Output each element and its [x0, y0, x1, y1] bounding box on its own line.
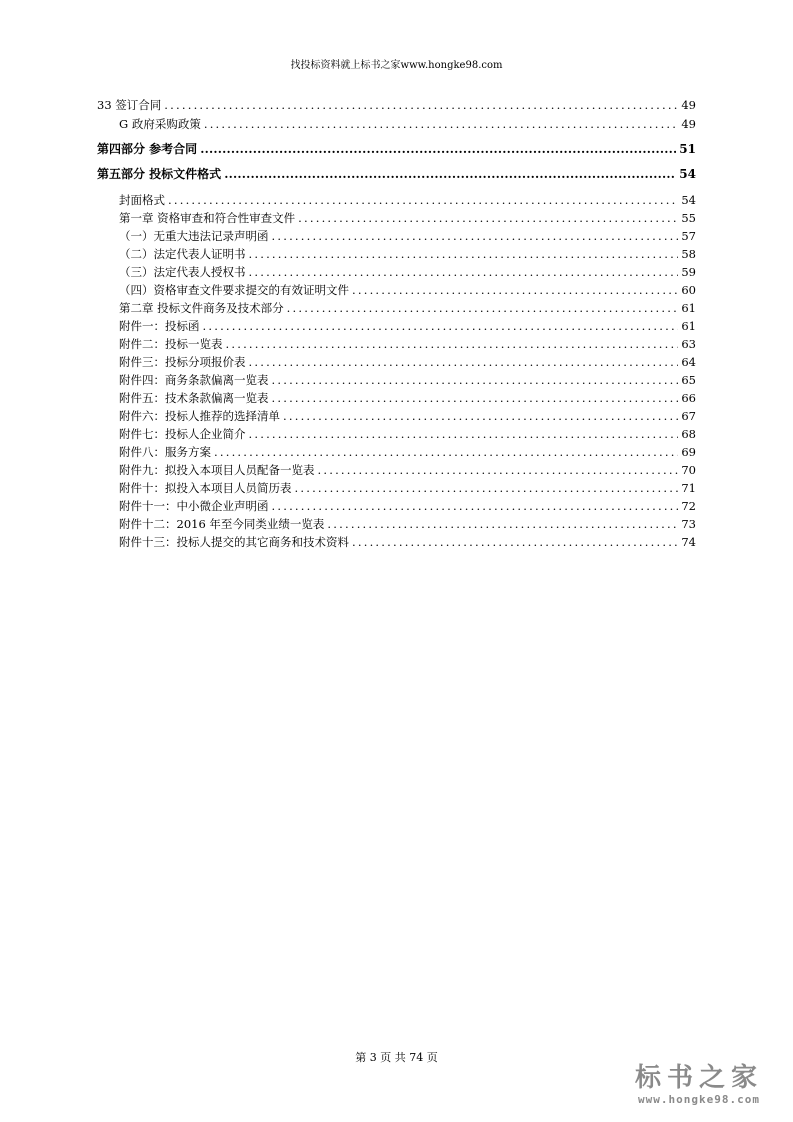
toc-entry[interactable] — [97, 98, 696, 112]
toc-entry[interactable] — [119, 117, 696, 131]
toc-entry[interactable] — [119, 427, 696, 441]
toc-entry[interactable] — [119, 301, 696, 315]
toc-entry-page: 65 — [681, 373, 696, 387]
logo-text: 标书之家 — [634, 1063, 763, 1093]
toc-entry-page: 61 — [681, 319, 696, 333]
toc-entry-title: 附件十：拟投入本项目人员简历表 — [119, 481, 292, 495]
toc-entry-page: 73 — [681, 517, 696, 531]
toc-entry-title: 第四部分 参考合同 — [97, 142, 198, 156]
toc-entry-page: 68 — [681, 427, 696, 441]
toc-entry-page: 74 — [681, 535, 696, 549]
toc-entry-page: 72 — [681, 499, 696, 513]
toc-entry-title: 附件十二：2016 年至今同类业绩一览表 — [119, 517, 325, 531]
toc-entry-page: 71 — [681, 481, 696, 495]
toc-leader-dots — [287, 301, 679, 315]
toc-entry-title: 附件三：投标分项报价表 — [119, 355, 246, 369]
toc-entry-title: 第二章 投标文件商务及技术部分 — [119, 301, 284, 315]
toc-entry[interactable] — [119, 481, 696, 495]
toc-leader-dots — [352, 283, 678, 297]
toc-leader-dots — [272, 229, 679, 243]
toc-leader-dots — [200, 142, 676, 156]
toc-entry-title: 封面格式 — [119, 193, 165, 207]
toc-entry-page: 60 — [681, 283, 696, 297]
toc-entry-title: 附件七：投标人企业简介 — [119, 427, 246, 441]
toc-entry-title: 附件九：拟投入本项目人员配备一览表 — [119, 463, 315, 477]
toc-entry-page: 64 — [681, 355, 696, 369]
toc-leader-dots — [272, 391, 679, 405]
toc-entry-title: 附件六：投标人推荐的选择清单 — [119, 409, 280, 423]
toc-entry-title: 附件八：服务方案 — [119, 445, 211, 459]
toc-leader-dots — [164, 98, 678, 112]
toc-entry-title: 附件一：投标函 — [119, 319, 200, 333]
toc-leader-dots — [318, 463, 679, 477]
toc-entry[interactable] — [119, 373, 696, 387]
brand-logo — [619, 1063, 779, 1106]
toc-entry[interactable] — [119, 247, 696, 261]
toc-leader-dots — [249, 427, 679, 441]
toc-leader-dots — [352, 535, 678, 549]
toc-entry-title: 附件四：商务条款偏离一览表 — [119, 373, 269, 387]
toc-entry-page: 67 — [681, 409, 696, 423]
toc-entry[interactable] — [119, 391, 696, 405]
toc-entry[interactable] — [119, 517, 696, 531]
toc-leader-dots — [224, 167, 676, 181]
toc-entry-title: 附件五：技术条款偏离一览表 — [119, 391, 269, 405]
toc-entry-page: 70 — [681, 463, 696, 477]
page-header: 找投标资料就上标书之家www.hongke98.com — [290, 60, 503, 71]
toc-entry[interactable] — [119, 463, 696, 477]
toc-entry-title: 附件十一：中小微企业声明函 — [119, 499, 269, 513]
toc-entry[interactable] — [119, 499, 696, 513]
toc-entry-page: 55 — [681, 211, 696, 225]
toc-leader-dots — [249, 355, 679, 369]
toc-entry-title: 第五部分 投标文件格式 — [97, 167, 222, 181]
toc-entry-page: 59 — [681, 265, 696, 279]
toc-entry-title: G 政府采购政策 — [119, 117, 201, 131]
toc-entry[interactable] — [119, 211, 696, 225]
toc-entry[interactable] — [97, 167, 696, 181]
toc-leader-dots — [203, 319, 679, 333]
toc-entry-page: 49 — [681, 117, 696, 131]
toc-entry[interactable] — [119, 193, 696, 207]
toc-entry-title: 第一章 资格审查和符合性审查文件 — [119, 211, 296, 225]
toc-leader-dots — [249, 265, 679, 279]
toc-entry-page: 69 — [681, 445, 696, 459]
toc-entry[interactable] — [119, 409, 696, 423]
toc-leader-dots — [226, 337, 679, 351]
toc-entry[interactable] — [119, 283, 696, 297]
toc-leader-dots — [327, 517, 678, 531]
toc-leader-dots — [249, 247, 679, 261]
toc-entry-title: 附件二：投标一览表 — [119, 337, 223, 351]
toc-entry[interactable] — [119, 319, 696, 333]
toc-entry[interactable] — [119, 229, 696, 243]
toc-entry-page: 54 — [679, 167, 696, 181]
toc-leader-dots — [272, 499, 679, 513]
toc-leader-dots — [272, 373, 679, 387]
toc-leader-dots — [168, 193, 678, 207]
toc-entry-page: 63 — [681, 337, 696, 351]
toc-entry-title: 附件十三：投标人提交的其它商务和技术资料 — [119, 535, 349, 549]
toc-entry-page: 58 — [681, 247, 696, 261]
toc-entry[interactable] — [119, 535, 696, 549]
toc-leader-dots — [283, 409, 678, 423]
toc-entry-page: 57 — [681, 229, 696, 243]
toc-entry-page: 54 — [681, 193, 696, 207]
toc-entry-page: 49 — [681, 98, 696, 112]
toc-leader-dots — [295, 481, 679, 495]
toc-leader-dots — [214, 445, 678, 459]
toc-entry-title: （三）法定代表人授权书 — [119, 265, 246, 279]
toc-entry-title: 33 签订合同 — [97, 98, 162, 112]
toc-leader-dots — [298, 211, 678, 225]
toc-entry-page: 51 — [679, 142, 696, 156]
toc-entry-title: （四）资格审查文件要求提交的有效证明文件 — [119, 283, 349, 297]
toc-leader-dots — [204, 117, 679, 131]
toc-entry[interactable] — [97, 142, 696, 156]
logo-url: www.hongke98.com — [638, 1093, 760, 1106]
toc-entry-title: （一）无重大违法记录声明函 — [119, 229, 269, 243]
toc-entry[interactable] — [119, 355, 696, 369]
toc-entry[interactable] — [119, 445, 696, 459]
toc-entry-title: （二）法定代表人证明书 — [119, 247, 246, 261]
page-footer: 第 3 页 共 74 页 — [355, 1051, 438, 1064]
toc-entry[interactable] — [119, 265, 696, 279]
toc-entry-page: 61 — [681, 301, 696, 315]
toc-entry[interactable] — [119, 337, 696, 351]
toc-entry-page: 66 — [681, 391, 696, 405]
